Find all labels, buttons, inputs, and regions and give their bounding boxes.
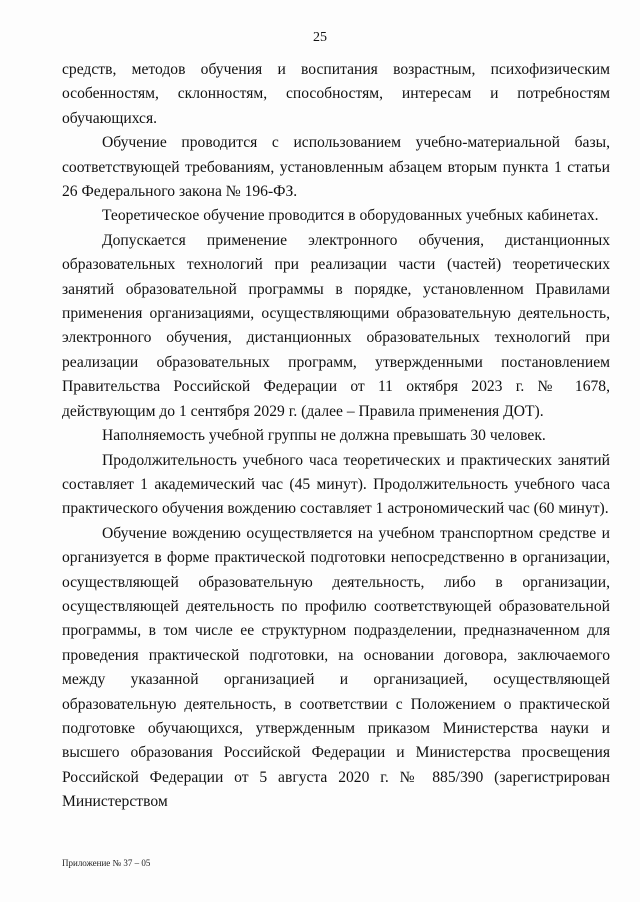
- paragraph-group-size: Наполняемость учебной группы не должна превышать 30 человек.: [102, 427, 546, 445]
- paragraph-distance-learning: Допускается применение электронного обучения, дистанционных образовательных технологий при реализации части (частей) теоретических занятий образовательной программы в порядке, установленном Правилами применения организациями, осуществляющими образовательную деятельность, электронного обучения, дистанционных образовательных технологий при реализации образовательных программ, утвержденными постановлением Правительства Российской Федерации от 11 октября 2023 г. № 1678, действующим до 1 сентября 2029 г. (далее – Правила применения ДОТ).: [62, 231, 610, 420]
- footer-annex-label: Приложение № 37 – 05: [62, 858, 151, 868]
- paragraph-continuation: средств, методов обучения и воспитания возрастным, психофизическим особенностям, склонностям, способностям, интересам и потребностям обучающихся.: [62, 61, 610, 127]
- body-text: [62, 58, 610, 815]
- paragraph-lesson-duration: Продолжительность учебного часа теоретических и практических занятий составляет 1 академический час (45 минут). Продолжительность учебного часа практического обучения вождению составляет 1 астрономический час (60 минут).: [62, 451, 610, 518]
- paragraph-driving-training: Обучение вождению осуществляется на учебном транспортном средстве и организуется в форме практической подготовки непосредственно в организации, осуществляющей образовательную деятельность, либо в организации, осуществляющей деятельность по профилю соответствующей образовательной программы, в том числе ее структурном подразделении, предназначенном для проведения практической подготовки, на основании договора, заключаемого между указанной организацией и организацией, осуществляющей образовательную деятельность, в соответствии с Положением о практической подготовке обучающихся, утвержденным приказом Министерства науки и высшего образования Российской Федерации и Министерства просвещения Российской Федерации от 5 августа 2020 г. № 885/390 (зарегистрирован Министерством: [62, 524, 610, 811]
- paragraph-theory-rooms: Теоретическое обучение проводится в оборудованных учебных кабинетах.: [102, 207, 599, 225]
- paragraph-material-base: Обучение проводится с использованием учебно-материальной базы, соответствующей требованиям, установленным абзацем вторым пункта 1 статьи 26 Федерального закона № 196-ФЗ.: [62, 134, 610, 201]
- page-number: 25: [313, 30, 327, 45]
